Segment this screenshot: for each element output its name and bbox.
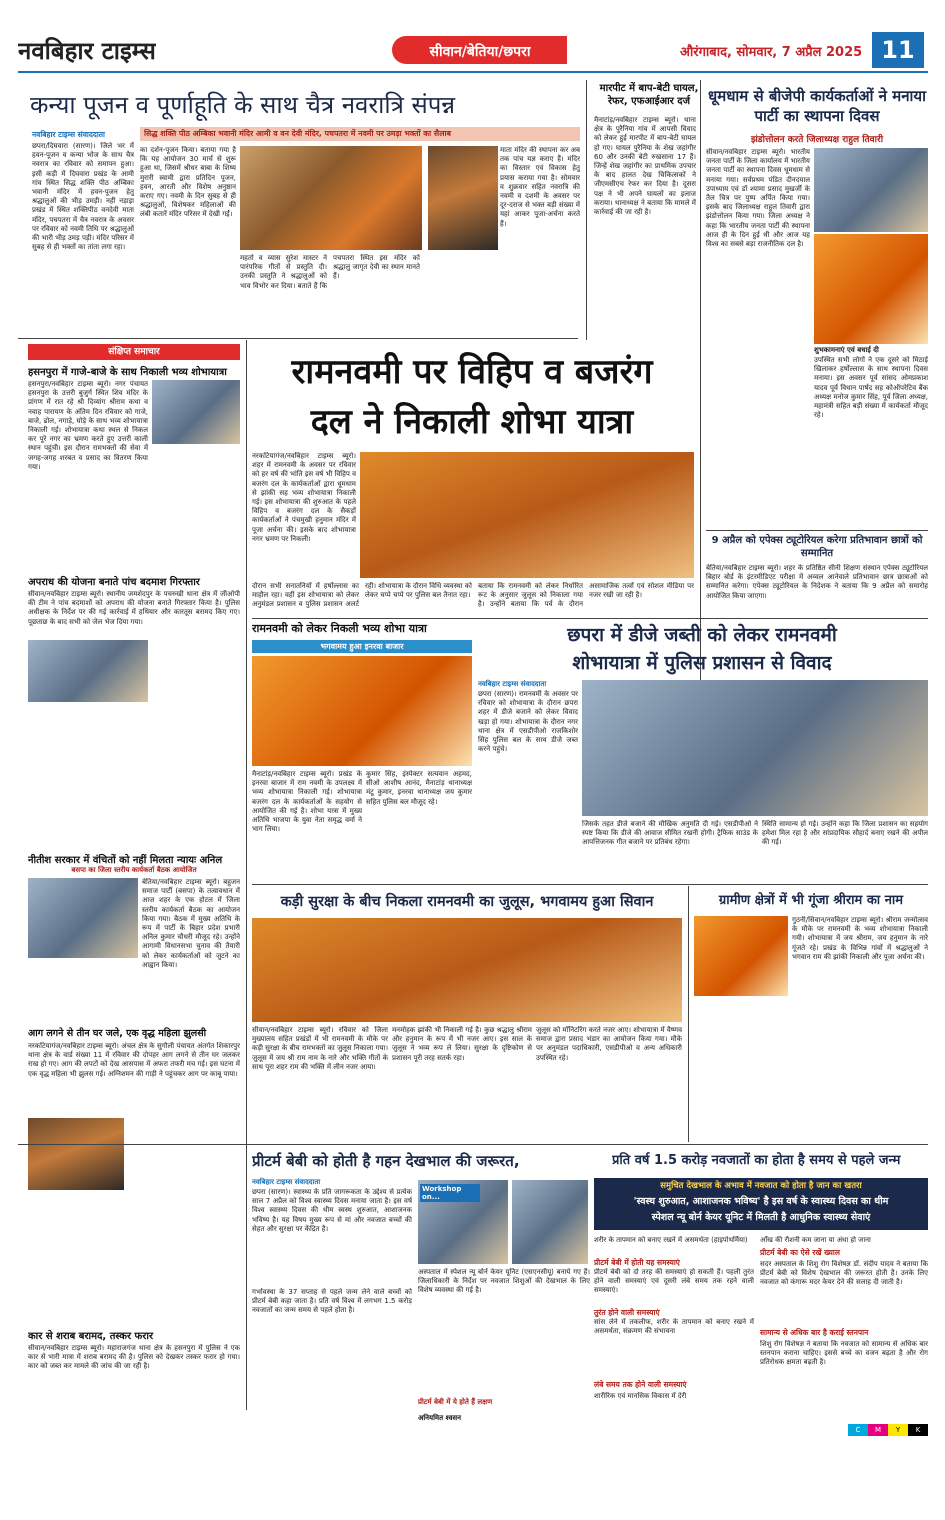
siwan-body-1: सीवान/नवबिहार टाइम्स ब्यूरो। रविवार को जिला मुख्यालय सहित प्रखंडों में भी रामनवमी के मौके पर कड़ी सुरक्षा के बीच रामभक्तों का जुलूस निकाला गया। जुलूस में जय श्री राम नाम के नारे और भक्ति गीतों के साथ पूरा शहर राम की भक्ति में लीन नजर आया। <box>252 1026 388 1071</box>
vhp-body-2: दौरान सभी सनातनियों में हर्षोल्लास का माहौल रहा। वहीं इस शोभायात्रा को लेकर अनुमंडल प्रशासन व पुलिस प्रशासन अलर्ट रही। शोभायात्रा के दौरान विधि व्यवस्था को लेकर चप्पे चप्पे पर पुलिस बल तैनात रहा। <box>252 582 472 609</box>
health-box-sub-2: स्पेशल न्यू बोर्न केयर यूनिट में मिलती है आधुनिक स्वास्थ्य सेवाएं <box>651 1212 871 1223</box>
navratri-headline: कन्या पूजन व पूर्णाहूति के साथ चैत्र नवरात्रि संपन्न <box>30 91 456 119</box>
page-number: 11 <box>872 32 924 68</box>
dj-body-3: स्थिति सामान्य हो गई। उन्होंने कहा कि जिला प्रशासन का सहयोग हमेशा मिल रहा है और सांप्रदायिक सौहार्द बनाए रखने की अपील की गई। <box>762 820 928 847</box>
vhp-body-3: बताया कि रामनवमी को लेकर निर्धारित रूट के अनुसार जुलूस को निकाला गया है। उन्होंने बताया कि पर्व के दौरान असामाजिक तत्वों एवं सोशल मीडिया पर नजर रखी जा रही है। <box>478 582 694 609</box>
divider-h-brief <box>18 338 578 339</box>
brief-2-photo <box>28 640 148 702</box>
dj-body-2: जिसके तहत डीजे बजाने की मौखिक अनुमति दी गई। एसडीपीओ ने स्पष्ट किया कि डीजे की आवाज सीमित रखनी होगी। ट्रैफिक साउंड के आपत्तिजनक गीत बजाने पर प्रतिबंध रहेगा। <box>582 820 758 847</box>
rural-headline: ग्रामीण क्षेत्रों में भी गूंजा श्रीराम का नाम <box>718 893 904 908</box>
injury-headline: मारपीट में बाप-बेटी घायल, रेफर, एफआईआर दर्ज <box>599 83 699 107</box>
brief-4-body: नरकटियागंज/नवबिहार टाइम्स ब्यूरो। अंचल क्षेत्र के सुगौली पंचायत अंतर्गत शिकारपुर थाना क्षेत्र के वार्ड संख्या 11 में रविवार की दोपहर आग लगने से तीन घर जलकर राख हो गए। आग की लपटों को देख आसपास में अफरा तफरी मच गई। इस घटना में एक वृद्ध महिला भी झुलस गई। अग्निशमन की गाड़ी ने पहुंचकर आग पर काबू पाया। <box>28 1042 240 1078</box>
brief-3-headline: नीतीश सरकार में वंचितों को नहीं मिलता न्यायः अनिल <box>28 855 223 866</box>
navratri-byline: नवबिहार टाइम्स संवाददाता <box>32 130 105 139</box>
color-y: Y <box>888 1424 908 1436</box>
navratri-body-col1: छपरा/दिघवारा (सारण)। जिले भर में हवन-पूजन व कन्या भोज के साथ चैत्र नवरात्र का रविवार को समापन हुआ। इसी कड़ी में दिघवारा प्रखंड के आमी गांव स्थित सिद्ध शक्ति पीठ अम्बिका भवानी मंदिर में हवन-पूजन हेतु श्रद्धालुओं की भीड़ उमड़ी। नहीं नड़ाइा प्रखंड में स्थित शक्तिपीठ वनदेवी माता मंदिर, पचपतरा में चैत्र नवरात्र के अवसर पर रविवार को नवमी तिथि पर श्रद्धालुओं की भारी भीड़ उमड़ पड़ी। मंदिर परिसर में सुबह से ही भक्तों का तांता लगा रहा। <box>32 142 134 252</box>
vhp-body-1: नरकटियागंज/नवबिहार टाइम्स ब्यूरो। शहर में रामनवमी के अवसर पर रविवार को हर वर्ष की भांति इस वर्ष भी विहिप व बजरंग दल के कार्यकर्ताओं द्वारा धूमधाम से झांकी सह भव्य शोभायात्रा निकाली गई। इस शोभायात्रा की शुरुआत के पहले विहिप व बजरंग दल के सैकड़ों कार्यकर्ताओं ने पंचमुखी हनुमान मंदिर में पूजा अर्चना की। इसके बाद शोभायात्रा नगर भ्रमण पर निकली। <box>252 452 356 543</box>
brief-1-photo <box>152 380 240 444</box>
dateline: औरंगाबाद, सोमवार, 7 अप्रैल 2025 <box>680 45 863 60</box>
health-workshop-sign: Workshop on... <box>420 1184 480 1202</box>
health-side-text-2: प्रीटर्म बेबी को दो तरह की समस्याएं हो सकती हैं। पहली तुरंत होने वाली समस्याएं एवं दूसरी लंबे समय तक रहने वाली समस्याएं। <box>594 1268 754 1295</box>
siwan-body-2: मनमोहक झांकी भी निकाली गई है। कुछ श्रद्धालु श्रीराम और हनुमान के रूप में भी नजर आए। इस साल के जुलूस ने भव्य रूप ले लिया। सुरक्षा के दृष्टिकोण से प्रशासन पूरी तरह सतर्क रहा। <box>392 1026 532 1062</box>
dj-photo <box>582 680 928 816</box>
brief-4-headline: आग लगने से तीन घर जले, एक वृद्ध महिला झुलसी <box>28 1028 207 1039</box>
inarwa-headline: रामनवमी को लेकर निकली भव्य शोभा यात्रा <box>252 622 427 635</box>
health-right-text-3: शिशु रोग विशेषज्ञ ने बताया कि नवजात को सामान्य से अधिक बार स्तनपान कराना चाहिए। इससे बच्चे का वजन बढ़ता है और रोग प्रतिरोधक क्षमता बढ़ती है। <box>760 1340 928 1367</box>
health-box-headline: समुचित देखभाल के अभाव में नवजात को होता है जान का खतरा <box>660 1181 862 1191</box>
health-right-text-1: आँख की रौशनी कम जाना या अंधा हो जाना <box>760 1236 871 1244</box>
inarwa-body-1: मैनाटांड़/नवबिहार टाइम्स ब्यूरो। प्रखंड के इनरवा बाजार में राम नवमी के उपलक्ष्य में भव्य शोभायात्रा निकाली गई। शोभायात्रा बजरंग दल के कार्यकर्ताओं के सहयोग से आयोजित की गई है। शोभा यात्रा में मुख्य अतिथि भाजपा के युवा नेता समृद्ध वर्मा ने भाग लिया। <box>252 770 362 834</box>
dj-byline: नवबिहार टाइम्स संवाददाता <box>478 680 547 688</box>
health-body-2: गर्भावस्था के 37 सप्ताह से पहले जन्म लेने वाले बच्चों को प्रीटर्म बेबी कहा जाता है। प्रति वर्ष विश्व में लगभग 1.5 करोड़ नवजातों का जन्म समय से पहले होता है। <box>252 1288 412 1315</box>
brief-3-photo <box>28 878 138 958</box>
brief-1-headline: हसनपुरा में गाजे-बाजे के साथ निकाली भव्य शोभायात्रा <box>28 367 227 378</box>
health-photo-2 <box>512 1180 588 1264</box>
health-side-text-3: सांस लेने में तकलीफ, शरीर के तापमान को बनाए रखने में असमर्थता, संक्रमण की संभावना <box>594 1318 754 1336</box>
divider-h-siwan <box>252 884 928 885</box>
dj-body-1: छपरा (सारण)। रामनवमी के अवसर पर रविवार को शोभायात्रा के दौरान छपरा शहर में डीजे बजाने को लेकर विवाद खड़ा हो गया। शोभायात्रा के दौरान नगर थाना क्षेत्र में एसडीपीओ राजकिशोर सिंह पुलिस बल के साथ डीजे जब्त करने पहुंचे। <box>478 690 578 754</box>
divider-v-rural <box>688 886 689 1142</box>
health-side-head-3: लंबे समय तक होने वाली समस्याएं <box>594 1380 687 1389</box>
students-headline: 9 अप्रैल को एपेक्स ट्यूटोरियल करेगा प्रतिभावान छात्रों को सम्मानित <box>711 535 923 559</box>
health-right-text-2: सदर अस्पताल के शिशु रोग विशेषज्ञ डॉ. संदीप यादव ने बताया कि प्रीटर्म बेबी को विशेष देखभाल की जरूरत होती है। उनके लिए नवजात को कंगारू मदर केयर देने की सलाह दी जाती है। <box>760 1260 928 1287</box>
brief-2-body: सीवान/नवबिहार टाइम्स ब्यूरो। स्थानीय जमशेदपुर के पचरुखी थाना क्षेत्र में जीओपी की टीम ने पांच बदमाशों को अपराध की योजना बनाते गिरफ्तार किया है। पुलिस अधीक्षक के निर्देश पर की गई कार्रवाई में हथियार और कारतूस बरामद किए गए। पूछताछ के बाद सभी को जेल भेज दिया गया। <box>28 590 240 626</box>
dj-headline-2: शोभायात्रा में पुलिस प्रशासन से विवाद <box>572 652 832 674</box>
masthead <box>0 0 945 80</box>
navratri-photo-1 <box>240 146 422 250</box>
bjp-caption: शुभकामनाएं एवं बधाई दी <box>814 346 879 354</box>
inarwa-body-2: कुमार सिंह, इंस्पेक्टर सत्यवान अहमद, सीओ आशीष आनंद, मैनाटांड़ थानाध्यक्ष मंटू कुमार, इनरवा थानाध्यक्ष जय कुमार सहित पुलिस बल मौजूद रहे। <box>366 770 472 806</box>
divider-h-students <box>706 530 928 531</box>
bjp-photo-1 <box>814 148 928 232</box>
brief-5-headline: कार से शराब बरामद, तस्कर फरार <box>28 1331 154 1342</box>
color-registration-bar <box>848 1424 928 1436</box>
navratri-photo-2 <box>428 146 498 250</box>
navratri-caption: सिद्ध शक्ति पीठ अम्बिका भवानी मंदिर आमी व वन देवी मंदिर, पचपतरा में नवमी पर उमड़ा भक्तों का सैलाब <box>140 127 580 141</box>
bjp-headline: धूमधाम से बीजेपी कार्यकर्ताओं ने मनाया पार्टी का स्थापना दिवस <box>708 87 926 125</box>
siwan-headline: कड़ी सुरक्षा के बीच निकला रामनवमी का जुलूस, भगवामय हुआ सिवान <box>280 894 654 910</box>
divider-h-health <box>18 1144 928 1145</box>
brief-2-headline: अपराध की योजना बनाते पांच बदमाश गिरफ्तार <box>28 577 200 588</box>
divider-h-inarwa <box>252 618 928 619</box>
bjp-photo-2 <box>814 234 928 344</box>
vhp-headline-1: रामनवमी पर विहिप व बजरंग <box>291 352 653 392</box>
divider-v-brief <box>246 340 247 1410</box>
brief-1-body: हसनपुरा/नवबिहार टाइम्स ब्यूरो। नगर पंचायत हसनपुरा के उत्तरी बुजुर्ग स्थित शिव मंदिर के प्रांगण में रात रहे श्री दिव्यांग श्रीराम कथा व नवाह पारायण के अंतिम दिन रविवार को गाजे, बाजे, ढोल, नगाड़े, घोड़े के साथ भव्य शोभायात्रा निकाली गई। शोभायात्रा कथा स्थल से निकल कर पूरे नगर का भ्रमण करते हुए उत्तरी काली स्थान पहुंची। इस दौरान रामभक्तों की सेवा में जगह-जगह शरबत व प्रसाद का वितरण किया गया। <box>28 380 148 471</box>
navratri-body-col3: महतो व व्यास सुरेश मास्टर ने पारंपरिक गीतों से प्रस्तुति दी। उनकी प्रस्तुति ने श्रद्धालुओं को भाव विभोर कर दिया। बताते हैं कि पचपतरा स्थित इस मंदिर को श्रद्धालु जागृत देवी का स्थान मानते हैं। <box>240 254 420 290</box>
health-right-head-2: सामान्य से अधिक बार है कराई स्तनपान <box>760 1328 869 1337</box>
navratri-body-col4: माता मंदिर की स्थापना कर अब तक पांच यज्ञ कराए हैं। मंदिर का विस्तार एवं विकास हेतु प्रयास कराया गया है। सोमवार व शुक्रवार सहित नवरात्रि की नवमी व दशमी के अवसर पर दूर-दराज से भक्त बड़ी संख्या में यहां आकर पूजा-अर्चना करते हैं। <box>500 146 580 228</box>
brief-3-body: बेतिया/नवबिहार टाइम्स ब्यूरो। बहुजन समाज पार्टी (बसपा) के तत्वावधान में आज शहर के एक होटल में जिला स्तरीय कार्यकर्ता बैठक का आयोजन किया गया। बैठक में मुख्य अतिथि के रूप में पार्टी के बिहार प्रदेश प्रभारी अनिल कुमार चौधरी मौजूद रहे। उन्होंने आगामी विधानसभा चुनाव की तैयारी को लेकर कार्यकर्ताओं को जुटने का आह्वान किया। <box>142 878 240 969</box>
divider-v1 <box>586 80 587 340</box>
rural-photo <box>694 916 788 996</box>
masthead-rule <box>18 71 928 73</box>
color-c: C <box>848 1424 868 1436</box>
health-caption-2: प्रीटर्म बेबी में ये होते हैं लक्षण <box>418 1398 493 1406</box>
health-caption-1: अनियमित श्वसन <box>418 1414 462 1422</box>
navratri-body-col2: का दर्शन-पूजन किया। बताया गया है कि यह आयोजन 30 मार्च से शुरू हुआ था, जिसमें श्रीधर बाबा के शिष्य मुरारी स्वामी द्वारा प्रतिदिन पूजन, हवन, आरती और विशेष अनुष्ठान कराए गए। नवमी के दिन सुबह से ही श्रद्धालुओं, विशेषकर महिलाओं की लंबी कतारें मंदिर परिसर में देखी गईं। <box>140 146 236 219</box>
health-byline: नवबिहार टाइम्स संवाददाता <box>252 1178 321 1186</box>
color-k: K <box>908 1424 928 1436</box>
vhp-photo <box>360 452 694 578</box>
bjp-body-col1: सीवान/नवबिहार टाइम्स ब्यूरो। भारतीय जनता पार्टी के जिला कार्यालय में भारतीय जनता पार्टी का स्थापना दिवस धूमधाम से मनाया गया। सर्वप्रथम पंडित दीनदयाल उपाध्याय एवं डॉ श्यामा प्रसाद मुखर्जी के तैल चित्र पर पुष्प अर्पित किया गया। इसके बाद जिलाध्यक्ष राहुल तिवारी द्वारा झंडोत्तोलन किया गया। जिला अध्यक्ष ने कहा कि भारतीय जनता पार्टी की स्थापना आज ही के दिन हुई थी और आज यह विश्व का सबसे बड़ा राजनीतिक दल है। <box>706 148 810 249</box>
brief-5-body: सीवान/नवबिहार टाइम्स ब्यूरो। महाराजगंज थाना क्षेत्र के हसनपुरा में पुलिस ने एक कार से भारी मात्रा में शराब बरामद की है। पुलिस को देखकर तस्कर फरार हो गया। कार को जब्त कर मामले की जांच की जा रही है। <box>28 1344 240 1371</box>
health-side-text-4: शारीरिक एवं मानसिक विकास में देरी <box>594 1392 687 1400</box>
paper-name: नवबिहार टाइम्स <box>18 37 156 65</box>
siwan-body-3: जुलूस को मॉनिटरिंग करते नजर आए। शोभायात्रा में वैष्णव समाज द्वारा प्रसाद भंडार का आयोजन किया गया। मौके पर अनुमंडल पदाधिकारी, एसडीपीओ व अन्य अधिकारी उपस्थित रहे। <box>536 1026 682 1062</box>
vhp-headline-2: दल ने निकाली शोभा यात्रा <box>310 402 634 442</box>
inarwa-photo <box>252 656 472 766</box>
color-m: M <box>868 1424 888 1436</box>
brief-section-label: संक्षिप्त समाचार <box>28 344 240 360</box>
health-side-head-2: तुरंत होने वाली समस्याएं <box>594 1308 660 1317</box>
siwan-photo <box>252 918 682 1022</box>
injury-body: मैनाटांड़/नवबिहार टाइम्स ब्यूरो। थाना क्षेत्र के पुरैनिया गांव में आपसी विवाद को लेकर हुई मारपीट में बाप-बेटी घायल हो गए। घायल पुरैनिया के शेख जहांगीर 60 और उनकी बेटी रुखसाना 17 हैं। जिन्हें शेख जहांगीर का प्राथमिक उपचार के बाद हालत देख चिकित्सकों ने जीएमसीएच रेफर कर दिया है। दूसरा पक्ष ने भी अपने घायलों का इलाज कराया। थानाध्यक्ष ने बताया कि मामले में कार्रवाई की जा रही है। <box>594 116 696 217</box>
bjp-body-col2: उपस्थित सभी लोगों ने एक दूसरे को मिठाई खिलाकर हर्षोल्लास के साथ स्थापना दिवस मनाया। इस अवसर पूर्व सांसद ओमप्रकाश यादव पूर्व विधान पार्षद सह कोऑपरेटिव बैंक अध्यक्ष मनोज कुमार सिंह, पूर्व जिला अध्यक्ष, महामंत्री सहित बड़ी संख्या में कार्यकर्ता मौजूद रहे। <box>814 356 928 420</box>
brief-4-photo <box>28 1118 124 1190</box>
edition-label: सीवान/बेतिया/छपरा <box>429 44 531 60</box>
health-box-sub: 'स्वस्थ शुरुआत, आशाजनक भविष्य' है इस वर्ष के स्वास्थ्य दिवस का थीम <box>633 1196 889 1207</box>
bjp-subhead: झंडोत्तोलन करते जिलाध्यक्ष राहुल तिवारी <box>750 135 884 145</box>
health-headline-main: प्रीटर्म बेबी को होती है गहन देखभाल की जरूरत, <box>252 1152 520 1170</box>
inarwa-subhead: भगवामय हुआ इनरवा बाजार <box>252 640 472 653</box>
health-headline-side: प्रति वर्ष 1.5 करोड़ नवजातों का होता है समय से पहले जन्म <box>612 1153 901 1168</box>
dj-headline-1: छपरा में डीजे जब्ती को लेकर रामनवमी <box>567 624 837 646</box>
health-body-3: अस्पताल में स्पेशल न्यू बोर्न केयर यूनिट (एसएनसीयू) बनाये गए हैं। जिलाधिकारी के निर्देश पर नवजात शिशुओं की देखभाल के लिए विशेष व्यवस्था की गई है। <box>418 1268 590 1295</box>
health-body-1: छपरा (सारण)। स्वास्थ्य के प्रति जागरूकता के उद्देश्य से प्रत्येक साल 7 अप्रैल को विश्व स्वास्थ्य दिवस मनाया जाता है। इस वर्ष विश्व स्वास्थ्य दिवस की थीम स्वस्थ शुरुआत, आशाजनक भविष्य है। यह विषय मुख्य रूप से मां और नवजात बच्चों की सेहत और सुरक्षा पर केंद्रित है। <box>252 1188 412 1233</box>
health-side-text-1: शरीर के तापमान को बनाए रखने में असमर्थता (हाइपोथर्मिया) <box>594 1236 748 1244</box>
rural-body: गुठनी/सिवान/नवबिहार टाइम्स ब्यूरो। श्रीराम जन्मोत्सव के मौके पर रामनवमी के भव्य शोभायात्रा निकाली गयी। शोभायात्रा में जय श्रीराम, जय हनुमान के नारे गूंजते रहे। प्रखंड के विभिन्न गांवों में श्रद्धालुओं ने भगवान राम की झांकी निकाली और पूजा अर्चना की। <box>792 916 928 961</box>
students-body: बेतिया/नवबिहार टाइम्स ब्यूरो। शहर के प्रतिष्ठित सीनी शिक्षण संस्थान एपेक्स ट्यूटोरियल बिहार बोर्ड के इंटरमीडिएट परीक्षा में अव्वल आनेवाले प्रतिभावान छात्र छात्राओं को सम्मानित करेगा। एपेक्स ट्यूटोरियल के निदेशक ने बताया कि 9 अप्रैल को समारोह आयोजित किया जाएगा। <box>706 564 928 600</box>
brief-3-sub: बसपा का जिला स्तरीय कार्यकर्ता बैठक आयोजित <box>71 866 197 874</box>
health-right-head-1: प्रीटर्म बेबी का ऐसे रखें ख्याल <box>760 1248 840 1257</box>
health-side-head-1: प्रीटर्म बेबी में होती यह समस्याएं <box>594 1258 680 1267</box>
